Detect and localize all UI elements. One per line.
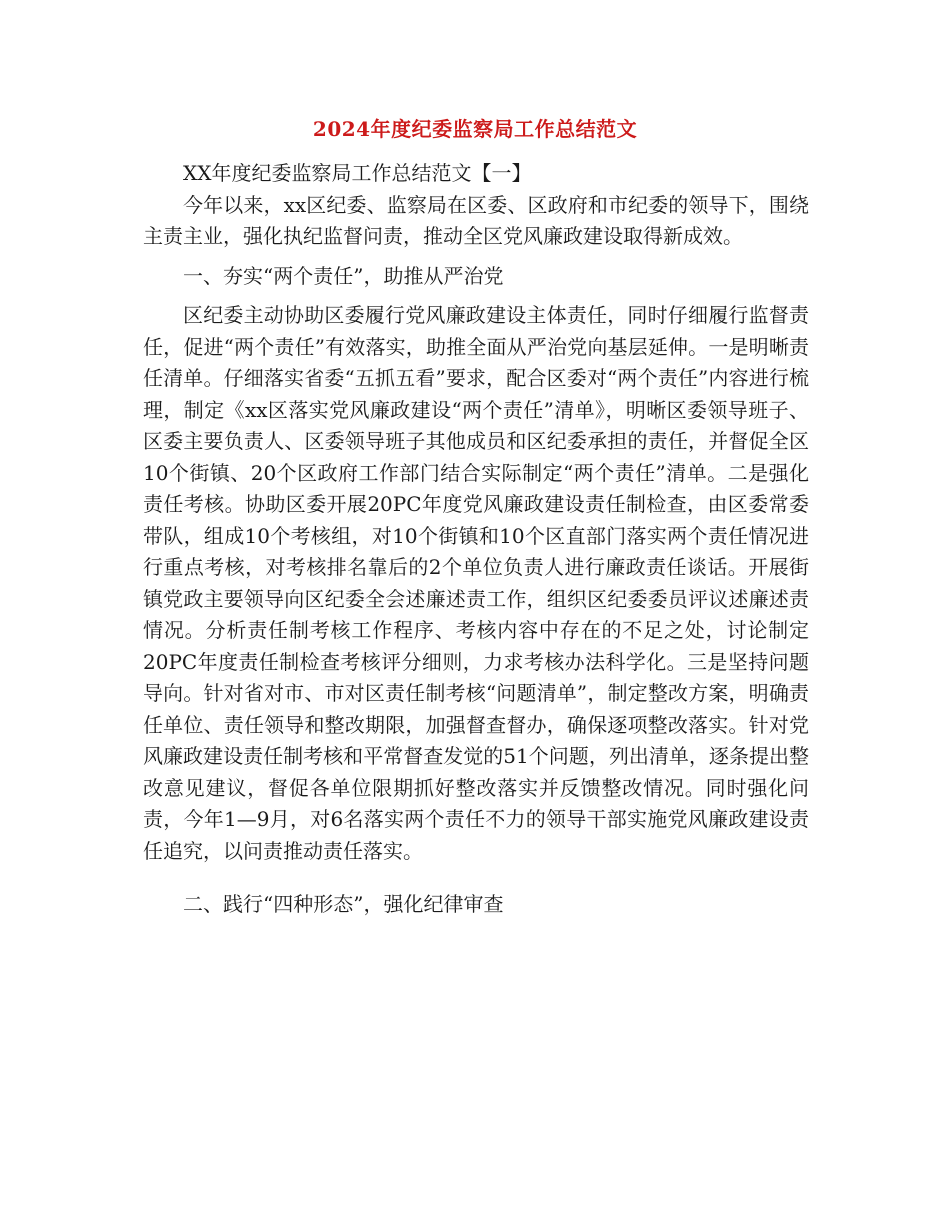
section-heading-2: 二、践行“四种形态”，强化纪律审查: [183, 892, 504, 916]
body-paragraph-1: 区纪委主动协助区委履行党风廉政建设主体责任，同时仔细履行监督责任，促进“两个责任”有效落实，助推全面从严治党向基层延伸。一是明晰责任清单。仔细落实省委“五抓五看”要求，配合区委对“两个责任”内容进行梳理，制定《xx区落实党风廉政建设“两个责任”清单》，明晰区委领导班子、区委主要负责人、区委领导班子其他成员和区纪委承担的责任，并督促全区10个街镇、20个区政府工作部门结合实际制定“两个责任”清单。二是强化责任考核。协助区委开展20PC年度党风廉政建设责任制检查，由区委常委带队，组成10个考核组，对10个街镇和10个区直部门落实两个责任情况进行重点考核，对考核排名靠后的2个单位负责人进行廉政责任谈话。开展街镇党政主要领导向区纪委全会述廉述责工作，组织区纪委委员评议述廉述责情况。分析责任制考核工作程序、考核内容中存在的不足之处，讨论制定20PC年度责任制检查考核评分细则，力求考核办法科学化。三是坚持问题导向。针对省对市、市对区责任制考核“问题清单”，制定整改方案，明确责任单位、责任领导和整改期限，加强督查督办，确保逐项整改落实。针对党风廉政建设责任制考核和平常督查发觉的51个问题，列出清单，逐条提出整改意见建议，督促各单位限期抓好整改落实并反馈整改情况。同时强化问责，今年1—9月，对6名落实两个责任不力的领导干部实施党风廉政建设责任追究，以问责推动责任落实。: [143, 303, 809, 863]
document-title: 2024年度纪委监察局工作总结范文: [312, 117, 638, 141]
document-body: [143, 158, 809, 921]
intro-paragraph: 今年以来，xx区纪委、监察局在区委、区政府和市纪委的领导下，围绕主责主业，强化执纪监督问责，推动全区党风廉政建设取得新成效。: [143, 192, 809, 248]
section-heading-article: XX年度纪委监察局工作总结范文【一】: [183, 161, 532, 185]
section-heading-1: 一、夯实“两个责任”，助推从严治党: [183, 263, 504, 288]
